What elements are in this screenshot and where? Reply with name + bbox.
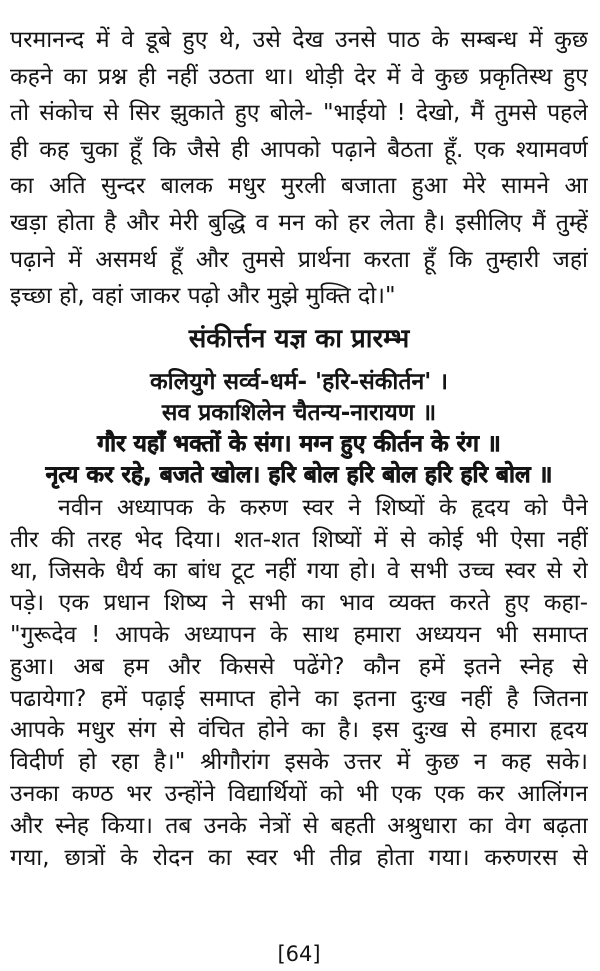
text-line: "गुरूदेव ! आपके अध्यापन के साथ हमारा अध्ययन भी समाप्त <box>10 621 588 648</box>
text-line: उनका कण्ठ भर उन्होंने विद्यार्थियों को भी एक एक कर आलिंगन <box>10 780 588 807</box>
text-line: विदीर्ण हो रहा है।" श्रीगौरांग इसके उत्तर में कुछ न कह सके। <box>10 749 588 776</box>
text-line: हुआ। अब हम और किससे पढेंगे? कौन हमें इतने स्नेह से <box>10 653 588 680</box>
text-line: ही कह चुका हूँ कि जैसे ही आपको पढ़ाने बैठता हूँ. एक श्यामवर्ण <box>10 136 588 163</box>
verse-line: कलियुगे सर्व्व-धर्म- 'हरि-संकीर्तन' । <box>149 368 449 395</box>
paragraph-main <box>10 493 588 875</box>
paragraph-opening <box>10 22 588 315</box>
verse-block <box>10 367 588 491</box>
text-line: और स्नेह किया। तब उनके नेत्रों से बहती अश्रुधारा का वेग बढ़ता <box>10 812 588 839</box>
text-line: पड़े। एक प्रधान शिष्य ने सभी का भाव व्यक्त करते हुए कहा- <box>10 590 588 617</box>
verse-line: गौर यहाँ भक्तों के संग। मग्न हुए कीर्तन के रंग ॥ <box>97 430 501 457</box>
verse-line: नृत्य कर रहे, बजते खोल। हरि बोल हरि बोल हरि हरि बोल ॥ <box>45 461 553 488</box>
text-line: का अति सुन्दर बालक मधुर मुरली बजाता हुआ मेरे सामने आ <box>10 173 588 200</box>
text-line: तो संकोच से सिर झुकाते हुए बोले- "भाईयो ! देखो, मैं तुमसे पहले <box>10 100 588 127</box>
text-line: गया, छात्रों के रोदन का स्वर भी तीव्र होता गया। करुणरस से <box>10 844 588 871</box>
text-line: आपके मधुर संग से वंचित होने का है। इस दुःख से हमारा हृदय <box>10 717 588 744</box>
text-line: पढ़ाने में असमर्थ हूँ और तुमसे प्रार्थना करता हूँ कि तुम्हारी जहां <box>10 246 588 273</box>
text-line: नवीन अध्यापक के करुण स्वर ने शिष्यों के हृदय को पैने <box>58 494 588 521</box>
text-line: इच्छा हो, वहां जाकर पढ़ो और मुझे मुक्ति दो।" <box>10 283 396 310</box>
page-number: [64] <box>277 942 321 967</box>
text-line: पढायेगा? हमें पढ़ाई समाप्त होने का इतना दुःख नहीं है जितना <box>10 685 588 712</box>
text-line: था, जिसके धैर्य का बांध टूट नहीं गया हो। वे सभी उच्च स्वर से रो <box>10 558 588 585</box>
text-line: कहने का प्रश्न ही नहीं उठता था। थोड़ी देर में वे कुछ प्रकृतिस्थ हुए <box>10 63 588 90</box>
text-line: परमानन्द में वे डूबे हुए थे, उसे देख उनसे पाठ के सम्बन्ध में कुछ <box>10 27 588 53</box>
text-line: खड़ा होता है और मेरी बुद्धि व मन को हर लेता है। इसीलिए मैं तुम्हें <box>10 209 588 236</box>
section-heading: संकीर्त्तन यज्ञ का प्रारम्भ <box>188 323 410 354</box>
text-line: तीर की तरह भेद दिया। शत-शत शिष्यों में से कोई भी ऐसा नहीं <box>10 526 588 553</box>
verse-line: सव प्रकाशिलेन चैतन्य-नारायण ॥ <box>161 399 437 426</box>
